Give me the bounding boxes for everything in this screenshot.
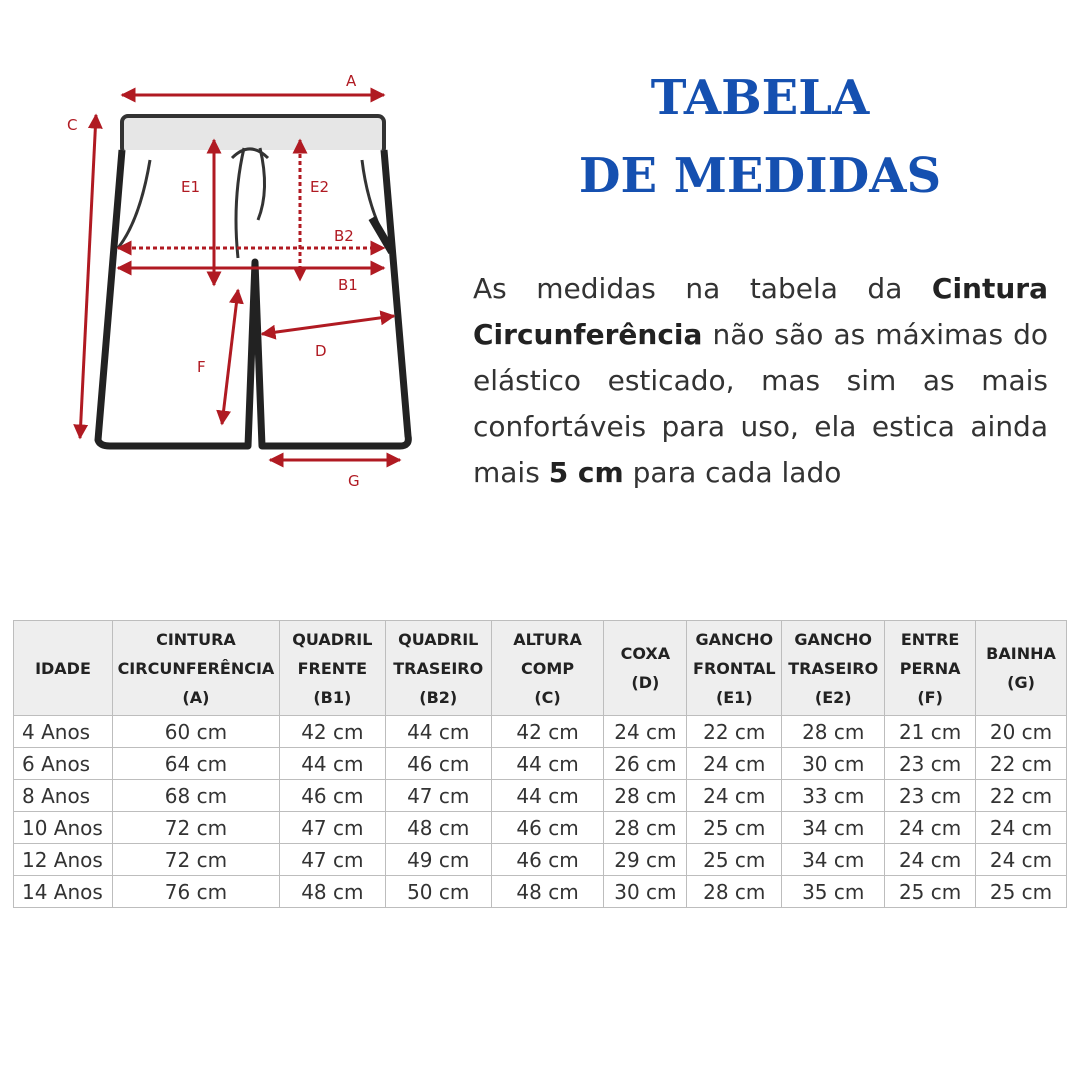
table-cell: 44 cm	[491, 748, 604, 780]
column-header-line: (E1)	[715, 687, 753, 707]
label-d: D	[315, 342, 327, 360]
table-cell: 8 Anos	[14, 780, 113, 812]
column-header	[976, 621, 1067, 716]
table-cell: 60 cm	[112, 716, 279, 748]
table-cell: 30 cm	[782, 748, 885, 780]
table-cell: 50 cm	[385, 876, 491, 908]
table-cell: 24 cm	[885, 844, 976, 876]
note-text-2: não são as máximas do elástico esticado, mas sim as mais confortáveis para uso, ela estica ainda mais	[473, 318, 1048, 489]
label-e2: E2	[310, 178, 330, 196]
size-table	[13, 620, 1067, 908]
note-text-3: para cada lado	[623, 456, 842, 489]
table-cell: 46 cm	[491, 844, 604, 876]
table-cell: 25 cm	[687, 844, 782, 876]
column-header	[885, 621, 976, 716]
table-cell: 44 cm	[279, 748, 385, 780]
table-cell: 33 cm	[782, 780, 885, 812]
table-row	[14, 844, 1067, 876]
column-header-line: FRENTE	[297, 658, 368, 678]
column-header-line: CIRCUNFERÊNCIA	[117, 658, 275, 678]
column-header	[14, 621, 113, 716]
column-header-line: ALTURA	[513, 629, 582, 649]
table-row	[14, 780, 1067, 812]
column-header-line: COXA	[620, 644, 671, 663]
column-header	[604, 621, 687, 716]
table-body	[14, 716, 1067, 908]
label-f: F	[197, 358, 206, 376]
table-cell: 6 Anos	[14, 748, 113, 780]
table-cell: 29 cm	[604, 844, 687, 876]
note-bold-1: Cintura Circunferência	[473, 272, 1048, 351]
table-cell: 24 cm	[604, 716, 687, 748]
table-cell: 10 Anos	[14, 812, 113, 844]
table-cell: 24 cm	[976, 844, 1067, 876]
table-cell: 28 cm	[687, 876, 782, 908]
table-cell: 23 cm	[885, 780, 976, 812]
column-header-line: (F)	[917, 687, 943, 707]
table-cell: 30 cm	[604, 876, 687, 908]
table-cell: 25 cm	[885, 876, 976, 908]
label-b2: B2	[334, 227, 354, 245]
table-cell: 64 cm	[112, 748, 279, 780]
column-header-line: (B1)	[313, 687, 352, 707]
column-header-line: QUADRIL	[292, 629, 373, 649]
table-cell: 22 cm	[976, 748, 1067, 780]
table-cell: 28 cm	[604, 812, 687, 844]
table-cell: 22 cm	[976, 780, 1067, 812]
table-cell: 48 cm	[385, 812, 491, 844]
table-cell: 28 cm	[604, 780, 687, 812]
column-header-line: GANCHO	[695, 629, 774, 649]
note-text-1: As medidas na tabela da	[473, 272, 932, 305]
column-header-line: GANCHO	[794, 629, 873, 649]
measurement-note	[473, 266, 1048, 496]
table-cell: 25 cm	[687, 812, 782, 844]
column-header-line: IDADE	[35, 658, 91, 678]
label-b1: B1	[338, 276, 358, 294]
table-cell: 47 cm	[279, 844, 385, 876]
table-cell: 24 cm	[885, 812, 976, 844]
table-cell: 46 cm	[279, 780, 385, 812]
table-row	[14, 876, 1067, 908]
table-cell: 21 cm	[885, 716, 976, 748]
column-header	[782, 621, 885, 716]
column-header-line: PERNA	[899, 658, 961, 678]
table-cell: 46 cm	[491, 812, 604, 844]
table-cell: 47 cm	[385, 780, 491, 812]
table-cell: 14 Anos	[14, 876, 113, 908]
table-cell: 76 cm	[112, 876, 279, 908]
table-cell: 72 cm	[112, 812, 279, 844]
table-cell: 47 cm	[279, 812, 385, 844]
table-cell: 4 Anos	[14, 716, 113, 748]
table-cell: 49 cm	[385, 844, 491, 876]
label-a: A	[346, 72, 357, 90]
column-header-line: (C)	[534, 687, 561, 707]
label-g: G	[348, 472, 360, 490]
column-header-line: TRASEIRO	[393, 658, 484, 678]
column-header	[279, 621, 385, 716]
table-cell: 23 cm	[885, 748, 976, 780]
table-cell: 24 cm	[687, 780, 782, 812]
arrow-c	[80, 115, 96, 438]
page-title-line2: DE MEDIDAS	[578, 148, 942, 204]
column-header	[687, 621, 782, 716]
column-header-line: (A)	[182, 687, 210, 707]
table-cell: 24 cm	[687, 748, 782, 780]
column-header-line: CINTURA	[156, 629, 236, 649]
table-cell: 26 cm	[604, 748, 687, 780]
table-cell: 48 cm	[279, 876, 385, 908]
table-cell: 28 cm	[782, 716, 885, 748]
table-cell: 46 cm	[385, 748, 491, 780]
column-header-line: COMP	[521, 658, 575, 678]
column-header-line: (B2)	[419, 687, 458, 707]
column-header-line: (G)	[1007, 673, 1035, 692]
page-title-line1: TABELA	[650, 70, 870, 126]
column-header	[112, 621, 279, 716]
table-cell: 35 cm	[782, 876, 885, 908]
shorts-icon	[98, 116, 408, 446]
table-cell: 34 cm	[782, 844, 885, 876]
table-row	[14, 748, 1067, 780]
table-cell: 42 cm	[279, 716, 385, 748]
table-cell: 12 Anos	[14, 844, 113, 876]
column-header-line: FRONTAL	[693, 658, 776, 678]
table-cell: 44 cm	[385, 716, 491, 748]
table-cell: 25 cm	[976, 876, 1067, 908]
column-header	[385, 621, 491, 716]
label-e1: E1	[181, 178, 201, 196]
table-row	[14, 812, 1067, 844]
table-cell: 44 cm	[491, 780, 604, 812]
table-cell: 42 cm	[491, 716, 604, 748]
table-row	[14, 716, 1067, 748]
column-header-line: (E2)	[814, 687, 852, 707]
note-bold-2: 5 cm	[548, 456, 624, 489]
table-cell: 34 cm	[782, 812, 885, 844]
column-header-line: (D)	[631, 673, 660, 692]
table-cell: 48 cm	[491, 876, 604, 908]
table-cell: 22 cm	[687, 716, 782, 748]
table-cell: 68 cm	[112, 780, 279, 812]
column-header	[491, 621, 604, 716]
column-header-line: QUADRIL	[398, 629, 479, 649]
column-header-line: BAINHA	[986, 644, 1056, 663]
column-header-line: ENTRE	[900, 629, 960, 649]
table-cell: 72 cm	[112, 844, 279, 876]
column-header-line: TRASEIRO	[788, 658, 879, 678]
table-header-row	[14, 621, 1067, 716]
table-cell: 20 cm	[976, 716, 1067, 748]
shorts-measurement-diagram	[55, 60, 435, 500]
label-c: C	[67, 116, 78, 134]
table-cell: 24 cm	[976, 812, 1067, 844]
